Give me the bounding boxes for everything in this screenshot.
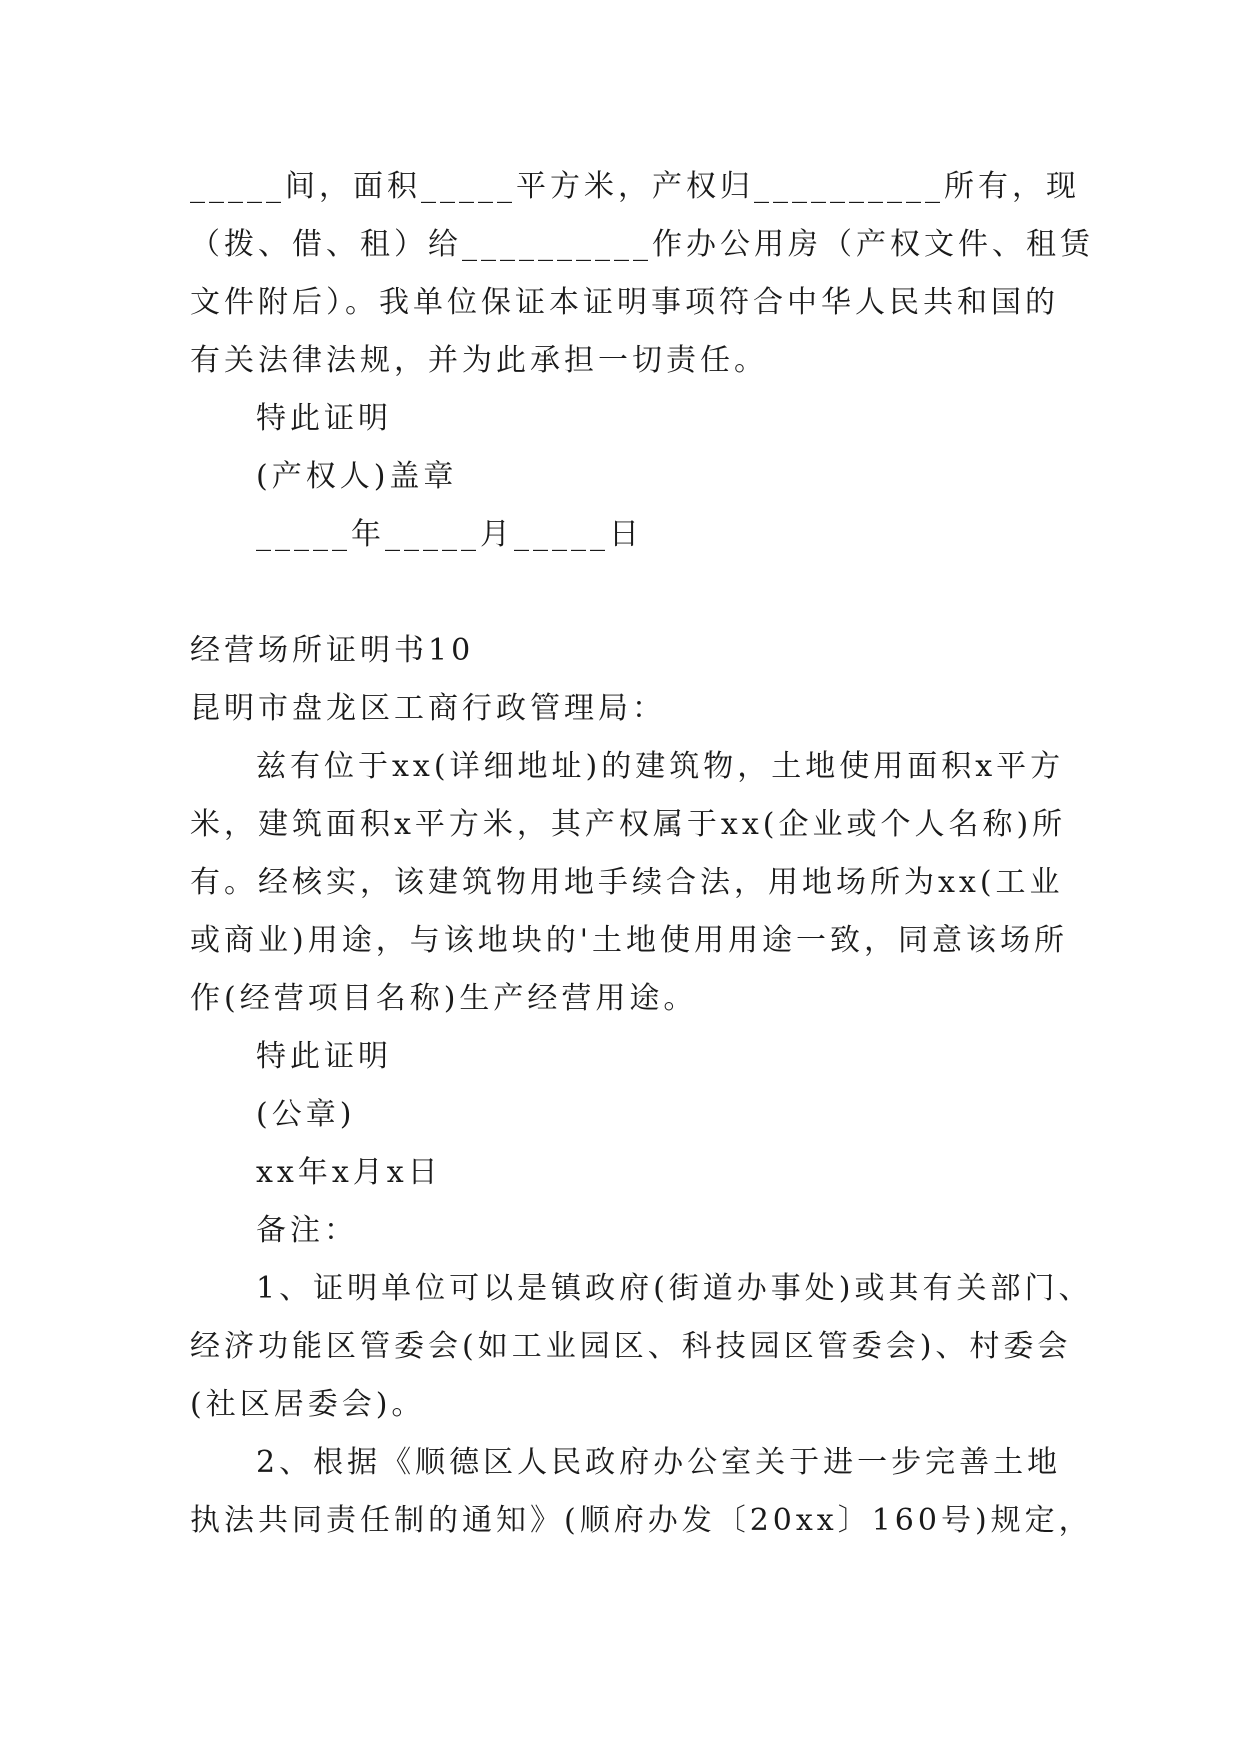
paragraph-line: 米，建筑面积x平方米，其产权属于xx(企业或个人名称)所 [190,807,1067,842]
note-line: (社区居委会)。 [190,1387,426,1422]
note-line: 2、根据《顺德区人民政府办公室关于进一步完善土地 [256,1445,1062,1480]
notes-label: 备注： [256,1213,358,1248]
paragraph-line: 有。经核实，该建筑物用地手续合法，用地场所为xx(工业 [190,865,1064,900]
paragraph-line: _____间，面积_____平方米，产权归__________所有，现 [190,169,1080,204]
date-line: _____年_____月_____日 [256,517,643,552]
paragraph-line: 或商业)用途，与该地块的'土地使用用途一致，同意该场所 [190,923,1068,958]
paragraph-line: 文件附后）。我单位保证本证明事项符合中华人民共和国的 [190,285,1059,320]
seal-text: (产权人)盖章 [256,459,458,494]
note-line: 执法共同责任制的通知》(顺府办发〔20xx〕160号)规定， [190,1503,1093,1538]
paragraph-line: （拨、借、租）给__________作办公用房（产权文件、租赁 [190,227,1094,262]
closing-text: 特此证明 [256,1039,392,1074]
addressee: 昆明市盘龙区工商行政管理局： [190,691,666,726]
paragraph-line: 兹有位于xx(详细地址)的建筑物，土地使用面积x平方 [256,749,1065,784]
closing-text: 特此证明 [256,401,392,436]
paragraph-line: 有关法律法规，并为此承担一切责任。 [190,343,768,378]
date-line: xx年x月x日 [256,1155,442,1190]
section-title: 经营场所证明书10 [190,633,475,668]
paragraph-line: 作(经营项目名称)生产经营用途。 [190,981,698,1016]
note-line: 1、证明单位可以是镇政府(街道办事处)或其有关部门、 [256,1271,1093,1306]
seal-text: (公章) [256,1097,356,1132]
note-line: 经济功能区管委会(如工业园区、科技园区管委会)、村委会 [190,1329,1072,1364]
